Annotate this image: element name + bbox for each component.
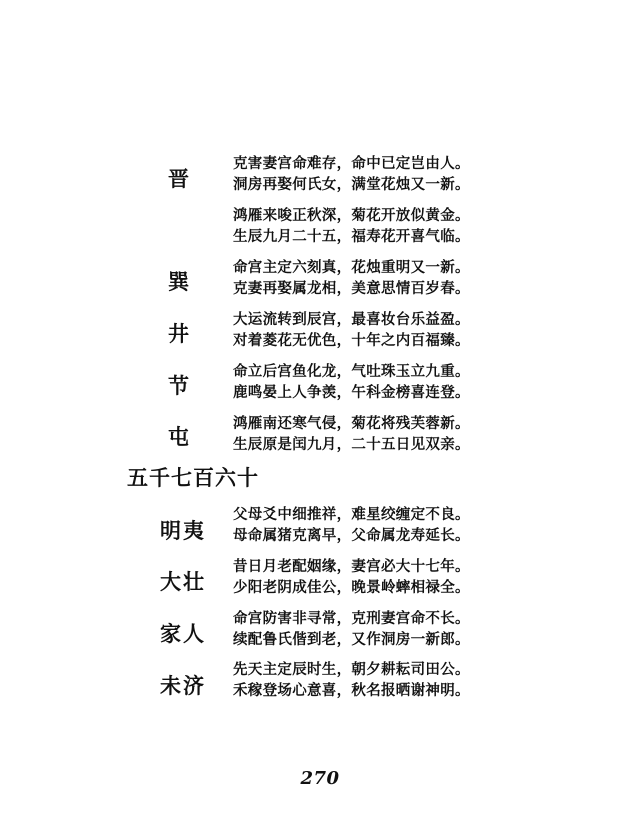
- verse-line: 克害妻宫命难存，命中已定岂由人。: [233, 155, 470, 172]
- hexagram-name: 家人: [160, 621, 206, 646]
- hexagram-name: 井: [168, 321, 191, 346]
- page-number: 270: [300, 768, 340, 789]
- verse-line: 母命属猪克离早，父命属龙寿延长。: [233, 527, 470, 544]
- verse-line: 洞房再娶何氏女，满堂花烛又一新。: [233, 176, 470, 193]
- verse-line: 命宫防害非寻常，克刑妻宫命不长。: [233, 610, 470, 627]
- hexagram-name: 晋: [168, 166, 191, 191]
- verse-line: 克妻再娶属龙相，美意思情百岁春。: [233, 280, 470, 297]
- hexagram-name: 屯: [168, 424, 191, 449]
- verse-line: 父母爻中细推祥，难星绞缠定不良。: [233, 506, 470, 523]
- hexagram-name: 明夷: [160, 518, 206, 543]
- verse-line: 鸿雁南还寒气侵，菊花将残芙蓉新。: [233, 415, 470, 432]
- verse-line: 鸿雁来唆正秋深，菊花开放似黄金。: [233, 207, 470, 224]
- verse-line: 续配鲁氏偕到老，又作洞房一新郎。: [233, 631, 470, 648]
- verse-line: 昔日月老配姻缘，妻宫必大十七年。: [233, 558, 470, 575]
- verse-line: 命立后宫鱼化龙，气吐珠玉立九重。: [233, 363, 470, 380]
- verse-line: 命宫主定六刻真，花烛重明又一新。: [233, 259, 470, 276]
- verse-line: 对着菱花无优色，十年之内百福臻。: [233, 332, 470, 349]
- hexagram-name: 大壮: [160, 569, 206, 594]
- hexagram-name: 未济: [160, 673, 206, 698]
- verse-line: 少阳老阴成佳公，晚景岭蟀相禄全。: [233, 579, 470, 596]
- verse-line: 禾稼登场心意喜，秋名报晒谢神明。: [233, 682, 470, 699]
- verse-line: 鹿鸣晏上人争羡，午科金榜喜连登。: [233, 384, 470, 401]
- section-title: 五千七百六十: [127, 465, 259, 490]
- verse-line: 大运流转到辰宫，最喜妆台乐益盈。: [233, 311, 470, 328]
- hexagram-name: 巽: [168, 269, 191, 294]
- hexagram-name: 节: [168, 373, 191, 398]
- verse-line: 生辰原是闰九月，二十五日见双亲。: [233, 436, 470, 453]
- verse-line: 生辰九月二十五，福寿花开喜气临。: [233, 228, 470, 245]
- verse-line: 先天主定辰时生，朝夕耕耘司田公。: [233, 661, 470, 678]
